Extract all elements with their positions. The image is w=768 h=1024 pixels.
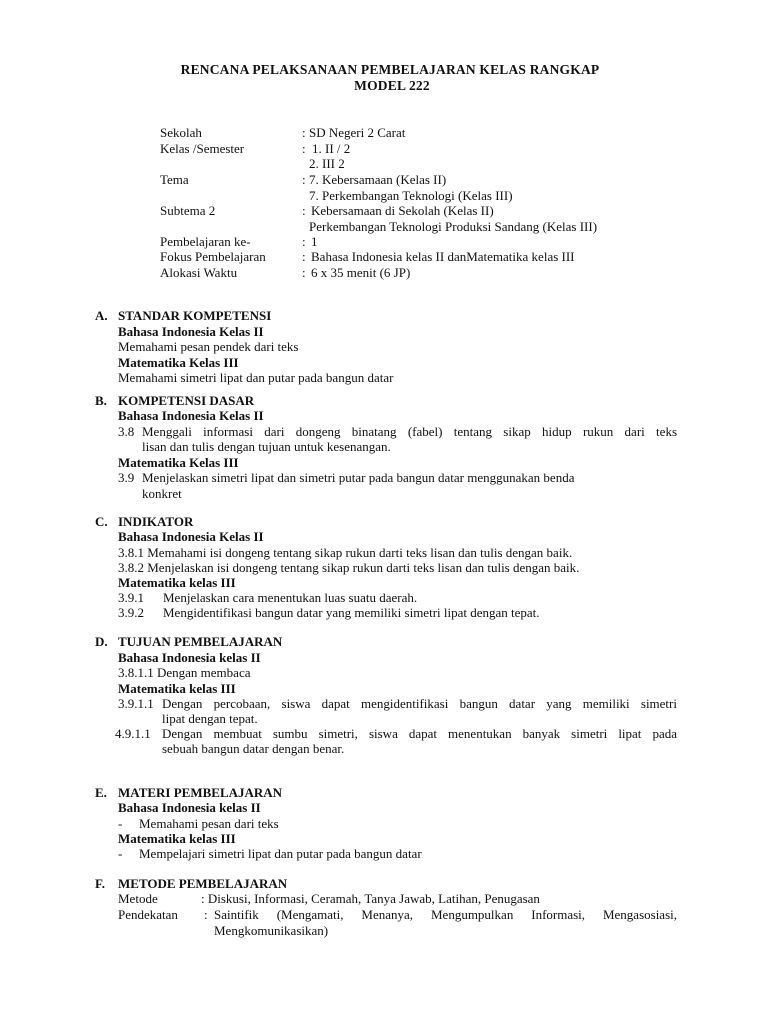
identity-value: SD Negeri 2 Carat	[309, 125, 406, 140]
item-text: konkret	[142, 486, 182, 501]
section-heading: KOMPETENSI DASAR	[118, 393, 255, 408]
identity-label: Kelas /Semester	[160, 141, 245, 156]
item-number: 3.9.2	[118, 605, 144, 620]
section-heading: TUJUAN PEMBELAJARAN	[118, 634, 283, 649]
item-text: Menggali informasi dari dongeng binatang (fabel) tentang sikap hidup rukun dari teks	[142, 424, 677, 439]
subsection-heading: Matematika kelas III	[118, 831, 236, 846]
bullet-dash: -	[118, 846, 123, 861]
identity-label: Tema	[160, 172, 189, 187]
section-letter: D.	[95, 634, 108, 649]
identity-value: 1	[311, 234, 318, 249]
section-letter: E.	[95, 785, 107, 800]
identity-value: 2. III 2	[309, 156, 345, 171]
approach-value: Mengkomunikasikan)	[214, 923, 329, 938]
subsection-heading: Matematika kelas III	[118, 575, 236, 590]
indicator-item: 3.8.1 Memahami isi dongeng tentang sikap rukun darti teks lisan dan tulis dengan baik.	[118, 545, 573, 560]
section-letter: C.	[95, 514, 108, 529]
material-item: Memahami pesan dari teks	[139, 816, 279, 831]
identity-sep: :	[302, 234, 306, 249]
method-value: : Diskusi, Informasi, Ceramah, Tanya Jawab, Latihan, Penugasan	[201, 891, 540, 906]
indicator-item: Menjelaskan cara menentukan luas suatu daerah.	[163, 590, 418, 605]
section-heading: METODE PEMBELAJARAN	[118, 876, 288, 891]
section-text: Memahami pesan pendek dari teks	[118, 339, 299, 354]
section-text: Memahami simetri lipat dan putar pada bangun datar	[118, 370, 394, 385]
identity-label: Fokus Pembelajaran	[160, 249, 266, 264]
item-text: lisan dan tulis dengan tujuan untuk kesenangan.	[142, 439, 391, 454]
item-text: Menjelaskan simetri lipat dan simetri putar pada bangun datar menggunakan benda	[142, 470, 575, 485]
item-number: 3.9.1.1	[118, 696, 154, 711]
item-number: 3.9	[118, 470, 135, 485]
identity-label: Subtema 2	[160, 203, 216, 218]
indicator-item: 3.8.2 Menjelaskan isi dongeng tentang sikap rukun darti teks lisan dan tulis dengan baik.	[118, 560, 580, 575]
section-heading: INDIKATOR	[118, 514, 194, 529]
subsection-heading: Matematika Kelas III	[118, 355, 239, 370]
identity-label: Pembelajaran ke-	[160, 234, 251, 249]
subsection-heading: Bahasa Indonesia kelas II	[118, 800, 261, 815]
indicator-item: Mengidentifikasi bangun datar yang memiliki simetri lipat dengan tepat.	[163, 605, 540, 620]
subsection-heading: Bahasa Indonesia Kelas II	[118, 324, 264, 339]
section-heading: STANDAR KOMPETENSI	[118, 308, 272, 323]
section-letter: A.	[95, 308, 108, 323]
identity-sep: :	[302, 203, 306, 218]
identity-label: Sekolah	[160, 125, 202, 140]
bullet-dash: -	[118, 816, 123, 831]
section-heading: MATERI PEMBELAJARAN	[118, 785, 283, 800]
identity-value: 1. II / 2	[312, 141, 351, 156]
approach-label: Pendekatan	[118, 907, 178, 922]
item-number: 4.9.1.1	[115, 726, 151, 741]
section-letter: B.	[95, 393, 107, 408]
document-title-line2: MODEL 222	[354, 78, 430, 93]
identity-sep: :	[302, 141, 306, 156]
identity-sep: :	[302, 265, 306, 280]
identity-value: 7. Kebersamaan (Kelas II)	[309, 172, 447, 187]
objective-item: sebuah bangun datar dengan benar.	[162, 741, 345, 756]
objective-item: Dengan membuat sumbu simetri, siswa dapat menentukan banyak simetri lipat pada	[162, 726, 677, 741]
subsection-heading: Matematika kelas III	[118, 681, 236, 696]
objective-item: lipat dengan tepat.	[162, 711, 258, 726]
identity-label: Alokasi Waktu	[160, 265, 238, 280]
identity-sep: :	[302, 172, 306, 187]
identity-sep: :	[302, 249, 306, 264]
subsection-heading: Matematika Kelas III	[118, 455, 239, 470]
item-number: 3.9.1	[118, 590, 144, 605]
item-number: 3.8	[118, 424, 135, 439]
objective-item: Dengan percobaan, siswa dapat mengidentifikasi bangun datar yang memiliki simetri	[162, 696, 677, 711]
subsection-heading: Bahasa Indonesia Kelas II	[118, 408, 264, 423]
approach-sep: :	[204, 907, 208, 922]
objective-item: 3.8.1.1 Dengan membaca	[118, 665, 251, 680]
identity-value: 6 x 35 menit (6 JP)	[311, 265, 411, 280]
identity-value: Perkembangan Teknologi Produksi Sandang (Kelas III)	[309, 219, 598, 234]
section-letter: F.	[95, 876, 105, 891]
identity-value: Kebersamaan di Sekolah (Kelas II)	[311, 203, 494, 218]
approach-value: Saintifik (Mengamati, Menanya, Mengumpulkan Informasi, Mengasosiasi,	[214, 907, 677, 922]
subsection-heading: Bahasa Indonesia Kelas II	[118, 529, 264, 544]
subsection-heading: Bahasa Indonesia kelas II	[118, 650, 261, 665]
method-label: Metode	[118, 891, 158, 906]
identity-value: Bahasa Indonesia kelas II danMatematika kelas III	[311, 249, 575, 264]
material-item: Mempelajari simetri lipat dan putar pada bangun datar	[139, 846, 422, 861]
identity-value: 7. Perkembangan Teknologi (Kelas III)	[309, 188, 513, 203]
identity-sep: :	[302, 125, 306, 140]
document-title-line1: RENCANA PELAKSANAAN PEMBELAJARAN KELAS RANGKAP	[180, 62, 600, 77]
